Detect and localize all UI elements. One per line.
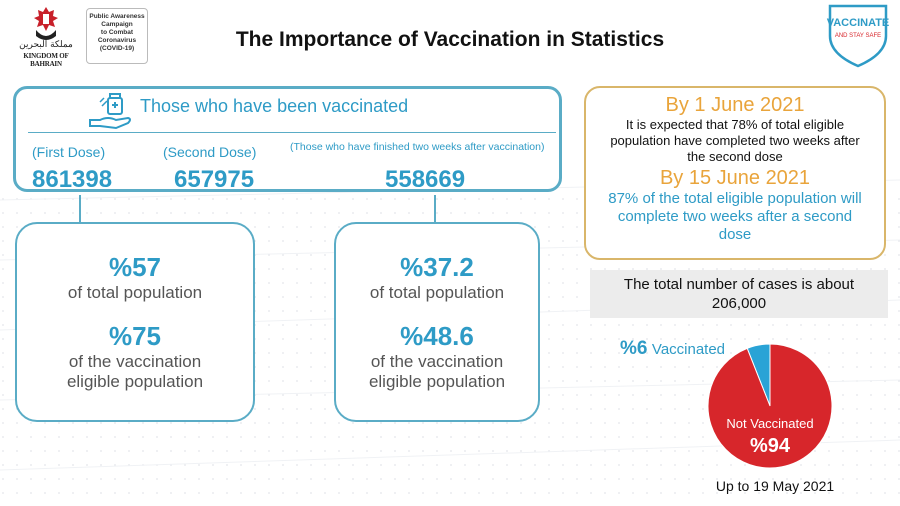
- first-dose-label: (First Dose): [32, 144, 106, 160]
- chart-caption: Up to 19 May 2021: [715, 478, 835, 494]
- forecast-text: dose: [718, 226, 752, 243]
- stat-percent: %57: [108, 252, 162, 282]
- campaign-line: Campaign: [101, 21, 133, 28]
- stat-text: of total population: [67, 283, 203, 302]
- divider: [28, 132, 556, 133]
- vaccination-pie-chart: [700, 340, 840, 472]
- stats-panel-right: [334, 222, 540, 422]
- stat-percent: %37.2: [400, 252, 474, 282]
- badge-line-2: AND STAY SAFE: [834, 33, 882, 39]
- second-dose-label: (Second Dose): [163, 144, 257, 160]
- stat-text: of total population: [369, 283, 505, 302]
- forecast-text: It is expected that 78% of total eligible: [625, 117, 845, 132]
- campaign-line: (COVID-19): [99, 45, 135, 52]
- cases-value: 206,000: [711, 295, 767, 312]
- stat-percent: %48.6: [400, 321, 474, 351]
- stat-text: eligible population: [368, 372, 506, 391]
- logo-english-text: KINGDOM OF BAHRAIN: [23, 52, 69, 68]
- forecast-heading: By 1 June 2021: [665, 94, 805, 116]
- connector-left: [79, 195, 81, 225]
- campaign-line: Public Awareness: [89, 13, 145, 20]
- stat-text: of the vaccination: [370, 352, 504, 371]
- connector-right: [434, 195, 436, 225]
- kingdom-logo: [8, 6, 84, 68]
- finished-value: 558669: [385, 166, 466, 193]
- stat-text: eligible population: [66, 372, 204, 391]
- forecast-text: the second dose: [687, 149, 783, 164]
- cases-text: The total number of cases is about: [623, 276, 855, 293]
- stat-percent: %75: [108, 321, 162, 351]
- vaccinated-pct: %6: [620, 338, 648, 359]
- stats-panel-left: [15, 222, 255, 422]
- total-cases-panel: [590, 270, 888, 318]
- second-dose-value: 657975: [174, 166, 255, 193]
- vaccinated-heading: Those who have been vaccinated: [140, 96, 409, 116]
- vaccine-hand-icon: [88, 92, 134, 132]
- forecast-text: 87% of the total eligible population will: [608, 190, 862, 207]
- first-dose-value: 861398: [32, 166, 113, 193]
- finished-label: (Those who have finished two weeks after vaccination): [290, 141, 545, 153]
- forecast-panel: [584, 86, 886, 260]
- not-vaccinated-pct: %94: [749, 435, 791, 457]
- forecast-heading: By 15 June 2021: [659, 167, 811, 189]
- forecast-text: complete two weeks after a second: [617, 208, 853, 225]
- campaign-line: Coronavirus: [97, 37, 137, 44]
- crest-icon: [32, 6, 60, 40]
- badge-line-1: VACCINATE: [826, 17, 890, 29]
- page-title: The Importance of Vaccination in Statistics: [235, 28, 665, 51]
- vaccinate-badge: [820, 2, 896, 68]
- vaccinated-text: Vaccinated: [651, 341, 726, 358]
- forecast-text: population have completed two weeks after: [610, 133, 860, 148]
- stat-text: of the vaccination: [68, 352, 202, 371]
- logo-arabic-text: مملكة البحرين: [19, 40, 73, 50]
- not-vaccinated-label: Not Vaccinated: [726, 416, 814, 431]
- campaign-label: [86, 8, 148, 64]
- campaign-line: to Combat: [100, 29, 134, 36]
